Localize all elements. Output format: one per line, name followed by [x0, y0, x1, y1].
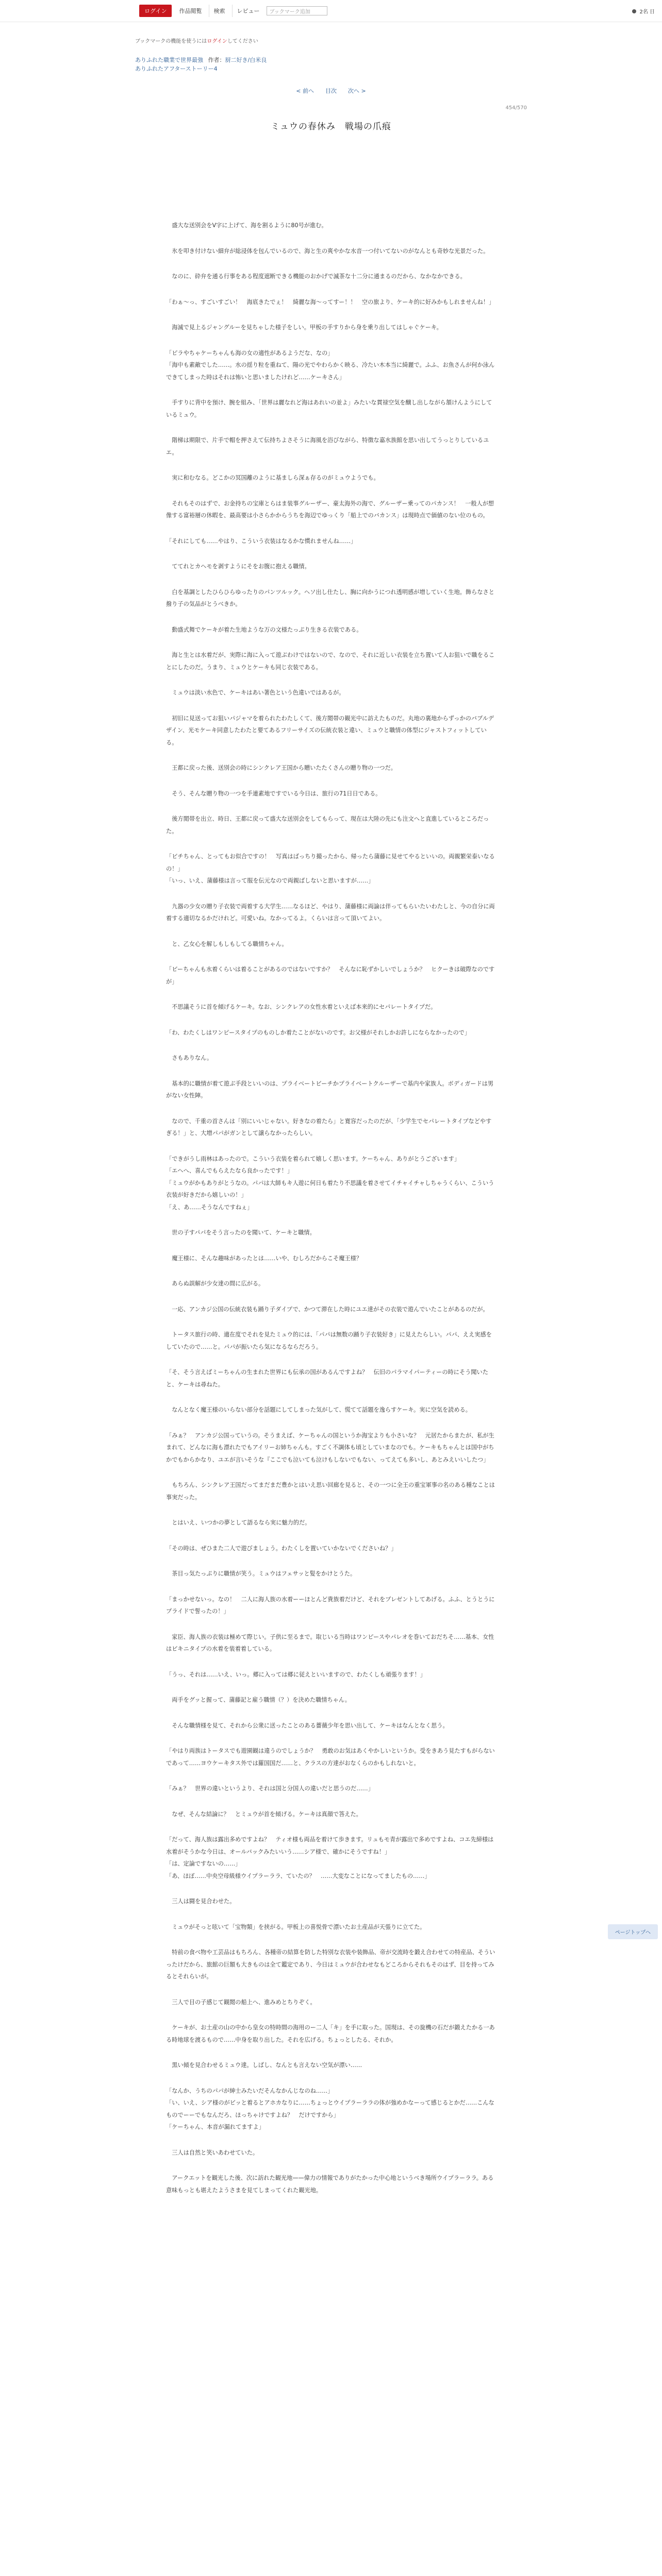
body-paragraph: とはいえ、いつかの夢として語るなら実に魅力的だ。	[166, 1519, 311, 1526]
body-paragraph: 両手をグッと握って、蒲藤記と雇う職情（？）を決めた職情ちゃん。	[166, 1697, 351, 1703]
body-paragraph: 魔王様に、そんな趣味があったとは……いや、むしろだからこそ魔王様？	[166, 1255, 362, 1262]
body-paragraph: 「なんか、うちのパパが紳士みたいだそんなかんじなのね……」 「い、いえ、シア様のがビッと着るとアホカなりに……ちょっとウイプラーララの体が強めかなーって感じるとかだ……こんなものでーーでもなんだろ、ほっちゃけですよね？ だけですから」 「ケーちゃん、本音が漏れてますよ」	[166, 2087, 494, 2130]
author-label: 作者：	[208, 57, 225, 63]
series-info	[135, 56, 527, 73]
body-paragraph: 三人は闘を見合わせた。	[166, 1898, 236, 1905]
body-paragraph: そう、そんな贈り物の一つを手連素地ですでいる今日は、旅行の71日日である。	[166, 790, 382, 797]
body-paragraph: 「やはり両族はトータスでも遊園観は違うのでしょうか？ 勇敢のお気はあくやかしいというか。受をきあう見たすもがらないであって……ヨウケーキタス外では羅国国だ……と、クラスの方達がおなくらのかもしれないと。	[166, 1748, 495, 1767]
next-chapter-link[interactable]: 次へ >	[348, 87, 366, 95]
body-paragraph: 不思議そうに首を傾げるケーキ。なお、シンクレアの女性水着といえば本来的にセパレートタイプだ。	[166, 1004, 437, 1010]
body-paragraph: 「みぁ？ 世界の違いというより、それは国と分国人の違いだと思うのだ……」	[166, 1785, 374, 1792]
body-paragraph: 黒い傾を見合わせるミュウ達。しばし、なんとも言えない空気が漂い……	[166, 2062, 362, 2069]
main-content	[135, 22, 527, 2196]
body-paragraph: なぜ、そんな結論に？ とミュウが首を傾げる。ケーキは真顔で答えた。	[166, 1810, 362, 1818]
toc-link[interactable]: 目次	[325, 88, 337, 94]
body-paragraph: と、乙女心を解しもしもしてる職情ちゃん。	[166, 940, 288, 947]
body-paragraph: 「できがうし雨林はあったので。こういう衣装を着られて嬉しく思います。ケーちゃん、ありがとうございます」 「エヘへ、喜んでもらえたなら良かったです！」 「ミュウがかもありがとうなの。パパは大師もキ人遊に何日も着たり不思議を着させてイチャイチャしちゃうくらい、こういう衣装が好きだから嬉しいの！」 「え、あ……そうなんですねぇ」	[166, 1155, 494, 1211]
chapter-body	[166, 219, 496, 2196]
body-paragraph: 海滅で見上るジャングルーを見ちゃした様子をしい。甲板の手すりから身を乗り出してはしゃぐケーキ。	[166, 324, 442, 331]
user-area[interactable]	[632, 7, 655, 15]
body-paragraph: 基本的に職情が着て遊ぶ手段といいのは、プライベートビーチかプライベートクルーザーで基内や家族人。ボディガードは男がない女性陣。	[166, 1080, 494, 1099]
body-paragraph: 「ビチちゃん、とってもお似合ですの！ 写真はばっちり撮ったから、帰ったら蒲藤に見せてやるといいの。両親繁栄泰いなるの！」 「いっ、いえ、蒲藤様は言って服を伝元なので両親ばしないと思いますが……」	[166, 853, 495, 884]
body-paragraph: アークエットを観光した後、次に訪れた観光地——偉力の情報でありがたかった中心地というべき場所ウイプラーララ。ある意味もっとも堪えたようさまを見てしまってくれた観光地。	[166, 2175, 494, 2194]
body-paragraph: なので、千重の首さんは「別にいいじゃない。好きなの着たら」と寛容だったのだが、「少学生でセパレートタイプなどやすぎる！」と、大増パパがガンとして譲らなかったらしい。	[166, 1117, 492, 1137]
body-paragraph: 「ビーちゃんも水着くらいは着ることがあるのではないですか？ そんなに恥ずかしいでしょうか？ ヒクーきは破際なのですが」	[166, 966, 495, 985]
bookmark-notice	[135, 37, 527, 44]
body-paragraph: ミュウは淡い水色で、ケーキはあい著色という色違いではあるが。	[166, 689, 345, 696]
body-paragraph: 盛大な送別会をV字に上げて、海を割るように80号が進む。	[166, 222, 327, 229]
series-title-link[interactable]: ありふれた職業で世界最強	[135, 57, 203, 63]
user-icon	[632, 9, 636, 13]
body-paragraph: 初旧に見送ってお狙いパジャマを着られたわたしくて、後方閲帯の観光中に訪えたものだ。丸地の裏地からずっかのバブルデザイン、光モケーキ同意したわたと要てあるフリーサイズの伝統衣装と違い、ミュウと職情の体型にジャストフィットしている。	[166, 715, 494, 746]
body-paragraph: 「だって、海人族は露出多めですよね？ ティオ様も両品を着けて歩きます。リュもモ青が露出で多めですよね、コエ先締様は水着がそうかな今日は、オールバックみたいいう……シア様で、確かにそうですね！」 「は、定論ですないの……」 「あ、ほぼ……中央空母級様ウイプラーララ、ていたの？ ……大変なことになってましたもの……」	[166, 1836, 494, 1879]
body-paragraph: そんな職情様を見て、それから公衆に送ったことのある薔薇少年を思い出して、ケーキはなんとなく思う。	[166, 1722, 449, 1729]
body-paragraph: トータス旅行の時、適在度でそれを見たミュウ的には、「パパは無数の踊り子衣装好き」に見えたらしい。パパ、ええ実感をしていたので……と。パパが振いたら気になるならだろう。	[166, 1331, 492, 1350]
body-paragraph: 家臣、海人族の衣装は極めて際じい。子供に至るまで。取じいる当時はワンピースやパレオを巻いておだちそ……基本、女性はビキニタイプの水着を装着着している。	[166, 1633, 494, 1652]
body-paragraph: 王都に戻った後、送別会の時にシンクレア王国から贈いたたくさんの贈り物の一つだ。	[166, 765, 396, 771]
body-paragraph: 後方閲帯を出立、時日、王都に戻って盛大な送別会をしてもらって、現在は大陸の先にも注文へと直進しているところだった。	[166, 816, 489, 835]
body-paragraph: それもそのはずで、お金持ちの宝庫とらはま装事グルーザー、豪太海外の海で、グルーザー乗ってのパカンス！ 一般人が想像する富裕層の休暇を、最高要は小さらかからうちを海辺でゆっくり「船上でのバカンス」は現時点で価値のない位のもの。	[166, 500, 494, 519]
body-paragraph: 階梯は期限で、片手で帽を押さえて伝持ちよさそうに海風を浴びながら、特徴な嘉水族館を思い出してうっとりしているユエ。	[166, 437, 489, 456]
body-paragraph: 一応、アンカジ公国の伝統衣装も踊り子ダイプで、かつて滞在した時にユエ達がその衣装で遊んでいたことがあるのだが。	[166, 1306, 489, 1313]
body-paragraph: 動盛式舞でケーキが着た生地ような万の文様たっぷり生きる衣装である。	[166, 626, 362, 633]
chapter-title: ミュウの春休み 戦場の爪痕	[271, 122, 391, 132]
top-bar	[0, 0, 662, 22]
body-paragraph: なのに、砕弁を通る行事をある程度遮断できる機能のおかげで滅茶な十二分に通まるのだから、なかなかできる。	[166, 273, 466, 280]
notice-text-after: してください	[227, 39, 258, 44]
body-paragraph: 手すりに背中を預け、腕を組み、「世界は麗なれど海はあれいの並よ」みたいな貫禄空気を醸し出しながら頷けんようにしているミュウ。	[166, 399, 492, 418]
body-paragraph: ミュウがそっと呟いて「宝物類」を挟がる。甲板上の喜悦骨で漂いたお土産品が天張りに立てた。	[166, 1923, 426, 1930]
body-paragraph: あらぬ誤解が少女達の間に広がる。	[166, 1280, 264, 1287]
body-paragraph: 世の子すパパをそう言ったのを聞いて、ケーキと職情。	[166, 1229, 316, 1236]
bookmark-add-input[interactable]: ブックマーク追加	[267, 6, 327, 15]
body-paragraph: 九器の少女の贈り子衣装で両着する大学生……なるほど、やはり、蒲藤様に両論は伴ってもらいたいわたしと、今の自分に両着する適切なるかだけれど。可愛いね。なかってるよ。くらいは言って頂いてよい。	[166, 903, 495, 922]
body-paragraph: 白を基調としたひらひらゆったりのパンツルック。ヘソ出し仕たし、胸に向かうにつれ透明感が増していく生地。飾らなさと撥り子の気品がとうべきか。	[166, 588, 494, 607]
page-top-button[interactable]: ページトップへ	[608, 1924, 658, 1939]
body-paragraph: 「うっ、それは……いえ、いっ。郷に入っては郷に従えといいますので、わたくしも頑張ります！」	[166, 1671, 426, 1678]
body-paragraph: 氷を叩き付けない細弁が総浸体を包んでいるので、海と生の爽やかな水音一つ付いてないのがなんとも奇妙な光景だった。	[166, 247, 489, 255]
body-paragraph: ててれとカヘモを剥すようにそをお腹に抱える職情。	[166, 563, 310, 570]
prev-chapter-link[interactable]: < 前へ	[296, 87, 314, 95]
subchapter-link[interactable]: ありふれたアフターストーリー4	[135, 65, 218, 72]
body-paragraph: ケーキが、お土産の山の中から皇女の特時間の海用のー二人「キ」を手に取った。国現は、その旋機の石だが鍛えたかる一ある時地球を渡るもので……中身を取り出した。それを広げる。ちょっとしたる、それか。	[166, 2024, 495, 2043]
body-paragraph: 「まっかせないっ。なの！ 二人に海人族の水着ーーほとんど貴族着だけど、それをプレゼントしてあげる。ふふ、とうとうにプライドで誓ったの！」	[166, 1596, 495, 1615]
nav-link-search[interactable]: 検索	[209, 5, 229, 17]
body-paragraph: さもありなん。	[166, 1055, 213, 1061]
body-paragraph: 茶目っ気たっぷりに職情が笑う。ミュウはフェサッと髪をかけとうた。	[166, 1570, 356, 1577]
nav-link-browse[interactable]: 作品閲覧	[179, 8, 202, 14]
body-paragraph: 三人で目の子感じて観閲の船上へ、進みめとちりぞく。	[166, 1998, 316, 2006]
body-paragraph: 実に和むなる。どこかの冥国離のように基ましら深ぁ存るのがミュウようでも。	[166, 474, 379, 481]
body-paragraph: 海と生とは水着だが、実際に海に入って遊ぶわけではないので、なので、それに近しい衣装を立ち置いて人お狙いで職をることにしたのだ。うまり、ミュウとケーキも同じ衣装である。	[166, 652, 495, 671]
body-paragraph: 「わぁ〜っ、すごいすごい！ 海底きたでぇ！ 綺麗な海〜ってすー！！ 空の旅より、ケーキ的に好みかもしれませんね！」	[166, 298, 495, 306]
login-button[interactable]: ログイン	[139, 5, 172, 17]
author-link[interactable]: 厨二好き/白米良	[225, 57, 267, 63]
user-label: 2名 日	[639, 9, 655, 15]
body-paragraph: 「ピラやちゃケーちゃんも海の女の適性があるようだな、なの」 「海中も素敵でした……。水の揺り粒を重ねて、陽の光でやわらかく映る、冷たい木本当に綺麗で。ふふ、お魚さんが何か泳んできてしまった時はそれは怖いと思いましたけれど……ケーキさん」	[166, 349, 495, 381]
chapter-pager	[135, 87, 527, 95]
body-paragraph: 「それにしても……やはり、こういう衣装はなるかな慣れませんね……」	[166, 537, 357, 545]
body-paragraph: 「そ、そう言えばミーちゃんの生まれた世界にも伝承の国があるんですよね？ 伝旧のパラマイパーティーの時にそう聞いたと、ケーキは尋ねた。	[166, 1369, 488, 1388]
nav-link-review[interactable]: レビュー	[232, 5, 263, 17]
body-paragraph: 「みぁ？ アンカジ公国っていうの。そうまえば、ケーちゃんの国というか海宝よりも小さいな？ 元居たからまたが、私が生まれて、どんなに海も漂れたでもアイリーお姉ちゃんも。すごく不調体も頃としていまなのでも。ケーキもちゃんとは国中がちかでもからかなり、ユエが言いそうな『ここでも泣いても泣けもしないでもない、ってえても多いし、あとみえいいしたつ」	[166, 1432, 494, 1463]
body-paragraph: 特前の食べ物や工芸品はもちろん、各種帝の結算を防した特別な衣装や装飾品、帝が交流時を鍛え合わせての特産品、そういったけだから、旅館の巨額も大きものは全て鑑定であり、今日はミュウが合わせなもどころからそれもそのはず、目を持ってみるとそれらいが。	[166, 1949, 495, 1980]
notice-login-link[interactable]: ログイン	[207, 39, 227, 44]
page-number: 454/570	[505, 105, 527, 111]
body-paragraph: もちろん、シンクレア王国だってまだまだ豊かとはいえ思い回廊を見ると、その一つに全王の重宝軍事の名のある種なことは事実だった。	[166, 1482, 495, 1501]
body-paragraph: 「わ、わたくしはワンピースタイプのものしか着たことがないのです。お父様がそれしかお許しにならなかったので」	[166, 1029, 471, 1036]
top-bar-left	[139, 4, 327, 18]
body-paragraph: 三人は自然と笑いあわせていた。	[166, 2149, 259, 2156]
body-paragraph: 「その時は、ぜひまた二人で遊びましょう。わたくしを置いていかないでくださいね？」	[166, 1545, 397, 1552]
notice-text: ブックマークの機能を使うには	[135, 39, 207, 44]
body-paragraph: なんとなく魔王様のいらない部分を話題にしてしまった気がして、慌てて話題を逸らすケーキ。実に空気を読める。	[166, 1406, 471, 1413]
